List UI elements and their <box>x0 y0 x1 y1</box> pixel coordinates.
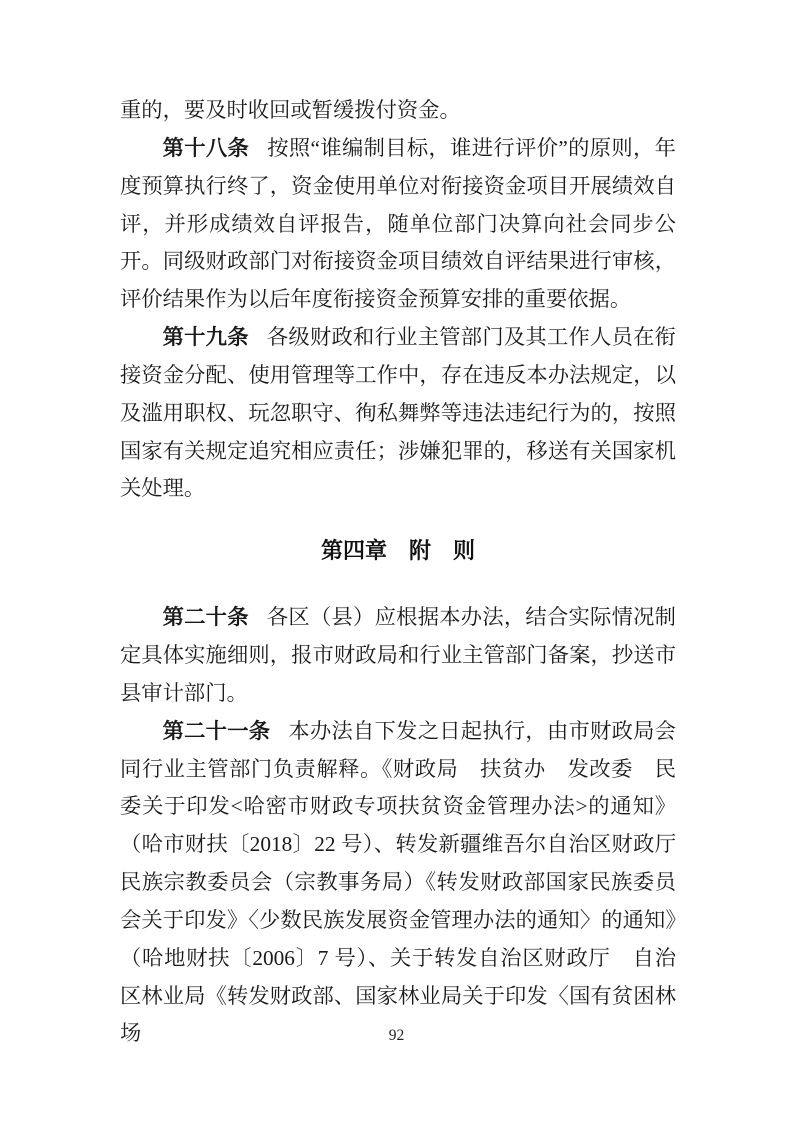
paragraph <box>120 92 676 130</box>
paragraph-text: 本办法自下发之日起执行，由市财政局会同行业主管部门负责解释。《财政局 扶贫办 发改委 民委关于印发<哈密市财政专项扶贫资金管理办法>的通知》（哈市财扶〔2018〕22 号）、转发新疆维吾尔自治区财政厅 民族宗教委员会（宗教事务局）《转发财政部国家民族委员会关于印发》〈少数民族发展资金管理办法的通知〉的通知》（哈地财扶〔2006〕7 号）、关于转发自治区财政厅 自治区林业局《转发财政部、国家林业局关于印发〈国有贫困林场 <box>120 718 698 1046</box>
article-number: 第十九条 <box>162 325 249 350</box>
article-number: 第十八条 <box>162 135 250 160</box>
paragraph <box>120 130 676 319</box>
chapter-heading: 第四章 附 则 <box>320 538 475 564</box>
paragraph-text: 各区（县）应根据本办法，结合实际情况制定具体实施细则，报市财政局和行业主管部门备案，抄送市县审计部门。 <box>120 605 676 705</box>
paragraph-text: 各级财政和行业主管部门及其工作人员在衔接资金分配、使用管理等工作中，存在违反本办法规定，以及滥用职权、玩忽职守、徇私舞弊等违法违纪行为的，按照国家有关规定追究相应责任；涉嫌犯罪的，移送有关国家机关处理。 <box>120 325 676 501</box>
paragraph-text: 按照“谁编制目标，谁进行评价”的原则，年度预算执行终了，资金使用单位对衔接资金项目开展绩效自评，并形成绩效自评报告，随单位部门决算向社会同步公开。同级财政部门对衔接资金项目绩效自评结果进行审核，评价结果作为以后年度衔接资金预算安排的重要依据。 <box>120 135 676 312</box>
paragraph <box>120 599 676 713</box>
article-number: 第二十条 <box>162 605 249 630</box>
article-number: 第二十一条 <box>162 718 271 743</box>
paragraph-text: 重的，要及时收回或暂缓拨付资金。 <box>120 98 461 122</box>
paragraph <box>120 713 698 1054</box>
document-body <box>120 92 698 1053</box>
paragraph <box>120 319 676 508</box>
page-number: 92 <box>388 1027 405 1044</box>
